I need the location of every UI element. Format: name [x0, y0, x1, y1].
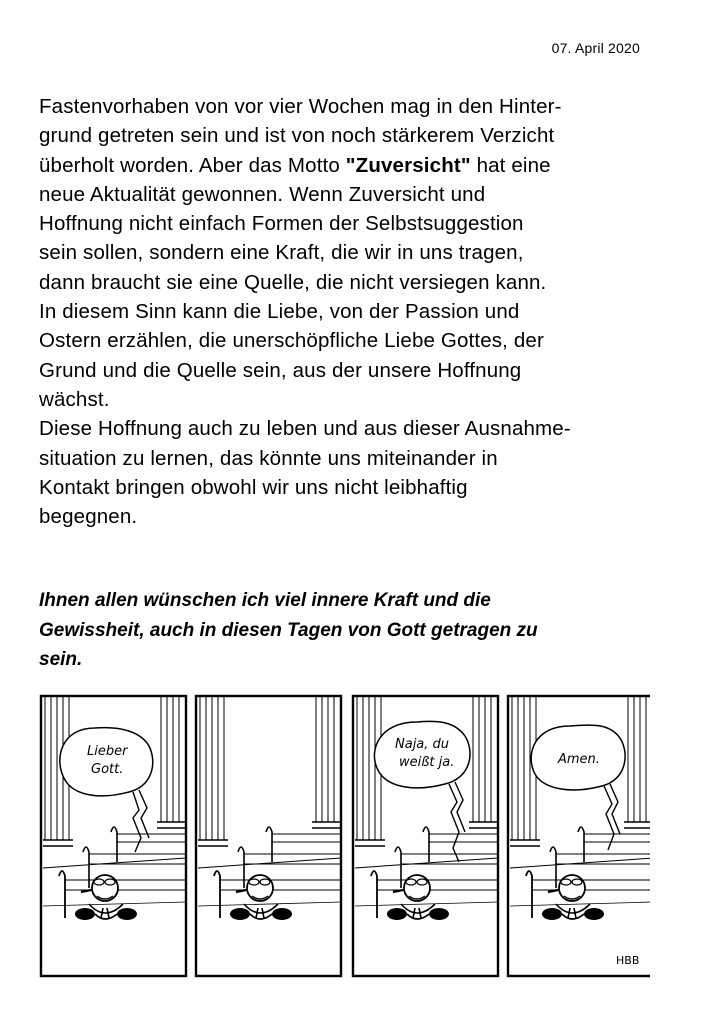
paragraph-line: Ostern erzählen, die unerschöpfliche Liebe Gottes, der — [39, 329, 544, 353]
closing-line: Gewissheit, auch in diesen Tagen von Gott getragen zu — [39, 619, 538, 641]
closing-line: Ihnen allen wünschen ich viel innere Kraft und die — [39, 590, 491, 611]
bubble1-line2: Gott. — [91, 762, 124, 777]
paragraph-line-text: überholt worden. Aber das Motto — [39, 153, 346, 177]
comic-panel-4 — [508, 696, 650, 976]
comic-panel-2 — [196, 696, 341, 976]
paragraph-line: Kontakt bringen obwohl wir uns nicht leibhaftig — [39, 475, 468, 499]
paragraph-line-motto — [39, 151, 659, 180]
paragraph-line-text: hat eine — [470, 153, 551, 177]
paragraph-line: Grund und die Quelle sein, aus der unsere Hoffnung — [39, 358, 522, 382]
paragraph-line: grund getreten sein und ist von noch stärkerem Verzicht — [39, 124, 555, 148]
motto-emphasis: "Zuversicht" — [345, 153, 471, 177]
paragraph-line: Fastenvorhaben von vor vier Wochen mag in den Hinter- — [39, 95, 562, 118]
bubble3-line2: weißt ja. — [399, 755, 455, 770]
date-label: 07. April 2020 — [551, 40, 640, 56]
paragraph-line: dann braucht sie eine Quelle, die nicht versiegen kann. — [39, 270, 547, 294]
paragraph-line: situation zu lernen, das könnte uns miteinander in — [39, 446, 498, 470]
paragraph-line: In diesem Sinn kann die Liebe, von der Passion und — [39, 300, 520, 324]
closing-wish — [39, 586, 679, 675]
paragraph-line: neue Aktualität gewonnen. Wenn Zuversicht und — [39, 182, 486, 206]
comic-panel-3 — [353, 696, 498, 976]
paragraph-line: begegnen. — [39, 505, 138, 529]
comic-panel-1 — [41, 696, 186, 976]
body-paragraph — [39, 92, 659, 531]
closing-line: sein. — [39, 649, 83, 670]
comic-strip — [38, 692, 650, 980]
paragraph-line: wächst. — [39, 387, 110, 411]
signature: HBB — [616, 954, 640, 967]
bubble4-text: Amen. — [558, 752, 600, 767]
paragraph-line: Diese Hoffnung auch zu leben und aus dieser Ausnahme- — [39, 417, 571, 441]
bubble3-line1: Naja, du — [395, 737, 450, 752]
bubble1-line1: Lieber — [87, 744, 128, 759]
paragraph-line: Hoffnung nicht einfach Formen der Selbstsuggestion — [39, 212, 524, 236]
paragraph-line: sein sollen, sondern eine Kraft, die wir in uns tragen, — [39, 241, 524, 265]
